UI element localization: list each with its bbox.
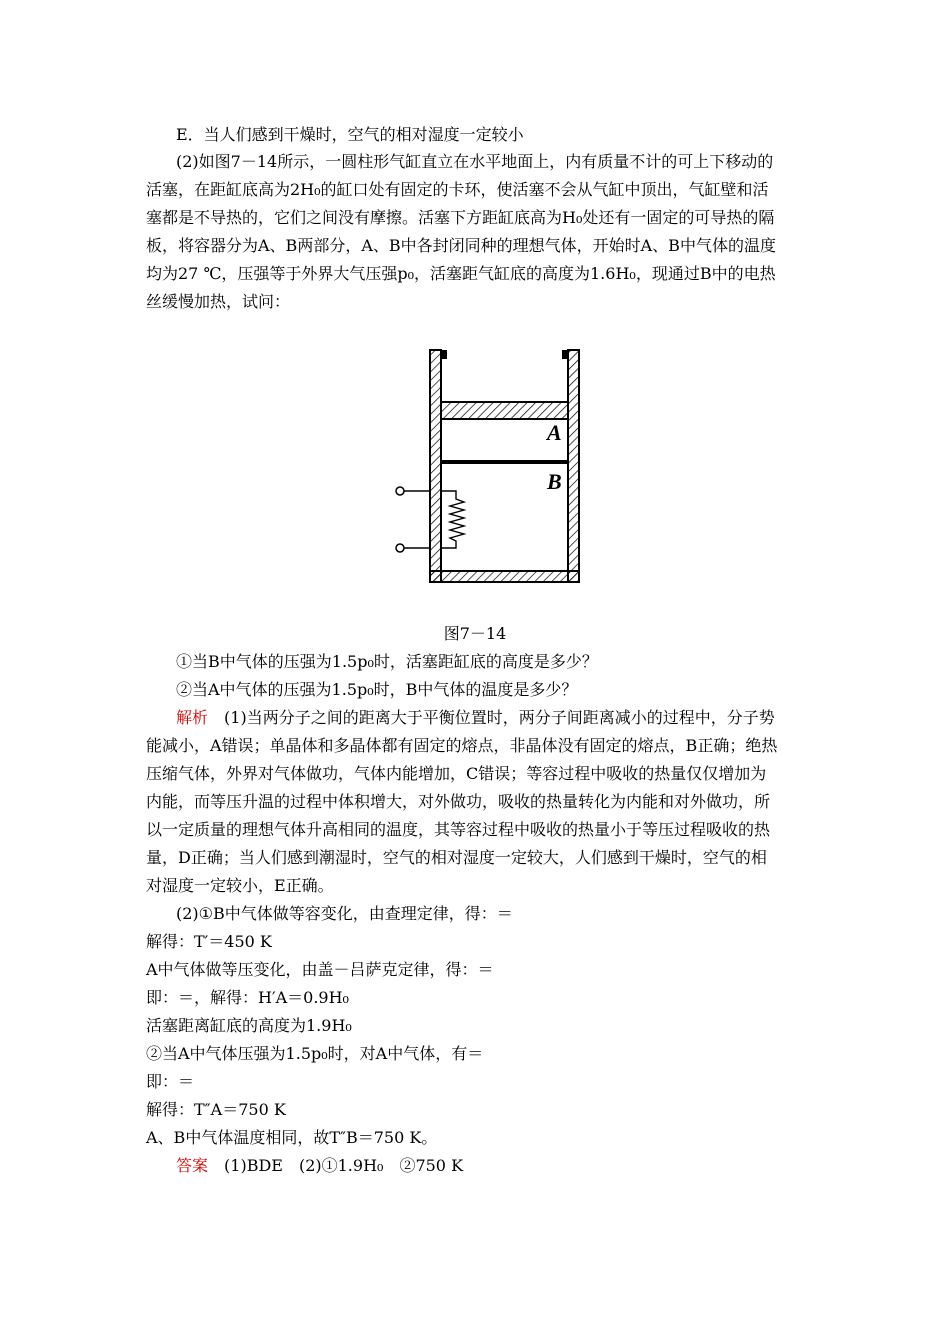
partition bbox=[441, 460, 568, 464]
analysis-line-5: 以一定质量的理想气体升高相同的温度，其等容过程中吸收的热量小于等压过程吸收的热 bbox=[146, 820, 771, 839]
solution-line-7: 即：＝ bbox=[146, 1072, 195, 1091]
option-e: E．当人们感到干燥时，空气的相对湿度一定较小 bbox=[176, 125, 524, 144]
left-wall bbox=[430, 350, 441, 582]
solution-line-4: 即：＝，解得：H′A＝0.9H₀ bbox=[146, 988, 349, 1007]
right-wall bbox=[568, 350, 579, 582]
solution-line-2: 解得：T′＝450 K bbox=[146, 932, 272, 951]
question-1: ①当B中气体的压强为1.5p₀时，活塞距缸底的高度是多少？ bbox=[176, 652, 598, 671]
part2-line-4: 板，将容器分为A、B两部分，A、B中各封闭同种的理想气体，开始时A、B中气体的温度 bbox=[146, 236, 776, 255]
cylinder-bottom bbox=[430, 571, 579, 582]
answer-text: (1)BDE (2)①1.9H₀ ②750 K bbox=[224, 1156, 464, 1175]
analysis-line-1 bbox=[176, 708, 846, 728]
figure-caption: 图7－14 bbox=[443, 624, 507, 643]
part2-line-5: 均为27 ℃，压强等于外界大气压强p₀，活塞距气缸底的高度为1.6H₀，现通过B中的电热 bbox=[146, 264, 776, 283]
solution-line-6: ②当A中气体压强为1.5p₀时，对A中气体，有＝ bbox=[146, 1044, 484, 1063]
analysis-line-2: 能减小，A错误；单晶体和多晶体都有固定的熔点，非晶体没有固定的熔点，B正确；绝热 bbox=[146, 736, 778, 755]
answer-label: 答案 bbox=[176, 1156, 209, 1175]
terminal-bottom bbox=[396, 544, 404, 552]
part2-line-6: 丝缓慢加热，试问： bbox=[146, 292, 291, 311]
part2-line-2: 活塞，在距缸底高为2H₀的缸口处有固定的卡环，使活塞不会从气缸中顶出，气缸壁和活 bbox=[146, 180, 769, 199]
question-2: ②当A中气体的压强为1.5p₀时，B中气体的温度是多少？ bbox=[176, 680, 578, 699]
part2-line-3: 塞都是不导热的，它们之间没有摩擦。活塞下方距缸底高为H₀处还有一固定的可导热的隔 bbox=[146, 208, 775, 227]
label-b: B bbox=[547, 469, 562, 494]
analysis-label: 解析 bbox=[176, 708, 209, 727]
solution-line-5: 活塞距离缸底的高度为1.9H₀ bbox=[146, 1016, 352, 1035]
answer-line bbox=[176, 1156, 846, 1176]
solution-line-8: 解得：T″A＝750 K bbox=[146, 1100, 286, 1119]
label-a: A bbox=[547, 420, 562, 445]
analysis-line-3: 压缩气体，外界对气体做功，气体内能增加，C错误；等容过程中吸收的热量仅仅增加为 bbox=[146, 764, 767, 783]
heating-coil bbox=[441, 491, 464, 548]
solution-line-3: A中气体做等压变化，由盖－吕萨克定律，得：＝ bbox=[146, 960, 494, 979]
part2-line-1: (2)如图7－14所示，一圆柱形气缸直立在水平地面上，内有质量不计的可上下移动的 bbox=[176, 152, 774, 171]
solution-line-9: A、B中气体温度相同，故T″B＝750 K。 bbox=[146, 1128, 438, 1147]
analysis-part1-first: (1)当两分子之间的距离大于平衡位置时，两分子间距离减小的过程中，分子势 bbox=[224, 708, 775, 727]
right-clamp bbox=[562, 350, 568, 359]
cylinder-diagram bbox=[390, 344, 590, 586]
analysis-line-7: 对湿度一定较小，E正确。 bbox=[146, 876, 334, 895]
piston bbox=[441, 402, 568, 419]
analysis-line-4: 内能，而等压升温的过程中体积增大，对外做功，吸收的热量转化为内能和对外做功，所 bbox=[146, 792, 771, 811]
solution-line-1: (2)①B中气体做等容变化，由查理定律，得：＝ bbox=[176, 904, 513, 923]
left-clamp bbox=[441, 350, 447, 359]
terminal-top bbox=[396, 487, 404, 495]
analysis-line-6: 量，D正确；当人们感到潮湿时，空气的相对湿度一定较大，人们感到干燥时，空气的相 bbox=[146, 848, 767, 867]
